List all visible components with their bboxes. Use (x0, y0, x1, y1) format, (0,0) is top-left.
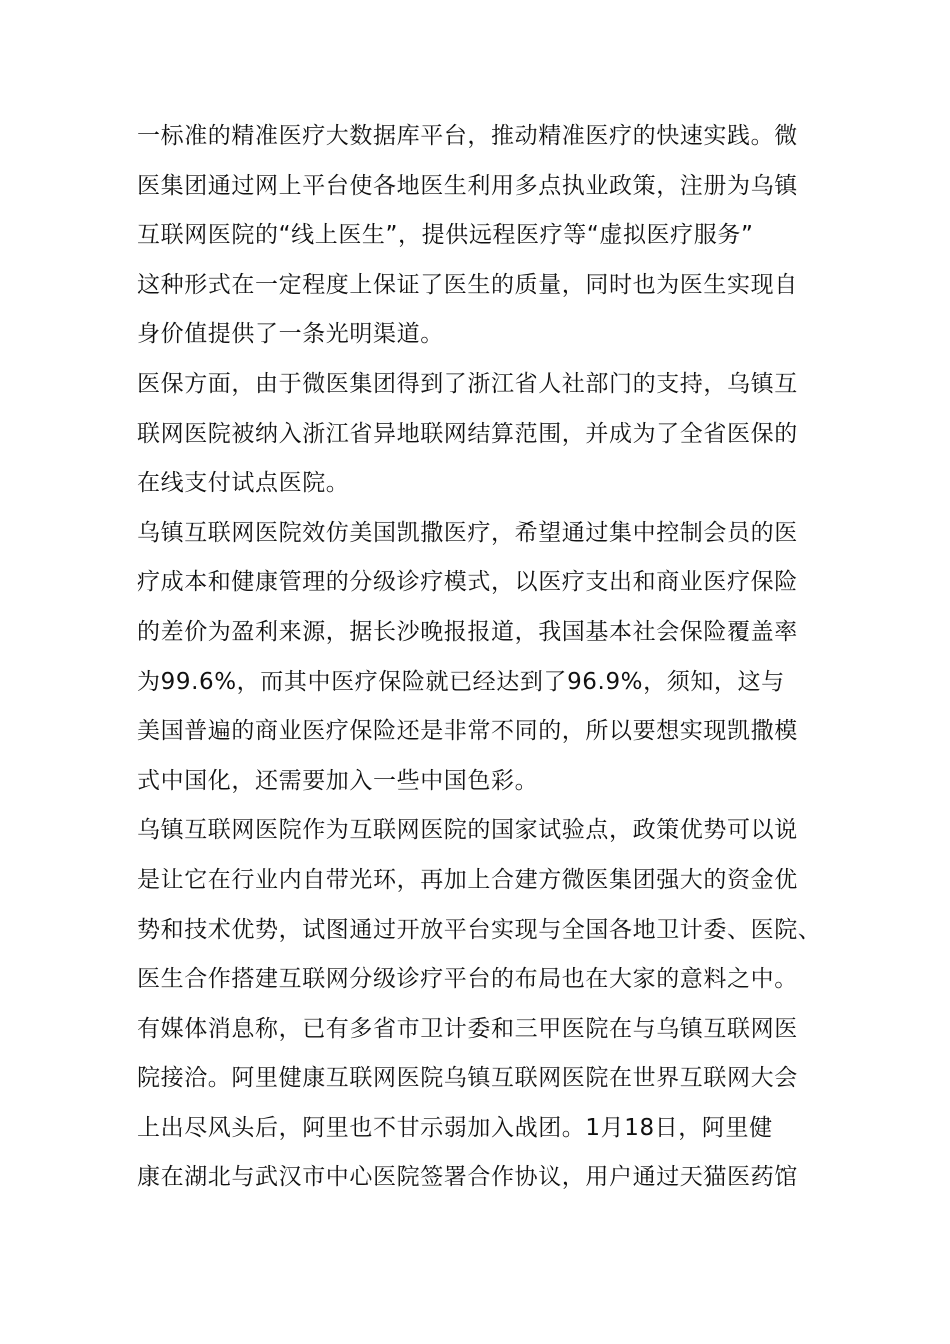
text-line: 是让它在行业内自带光环，再加上合建方微医集团强大的资金优 (137, 866, 798, 893)
text-line: 医集团通过网上平台使各地医生利用多点执业政策，注册为乌镇 (137, 172, 798, 199)
text-line: 医生合作搭建互联网分级诊疗平台的布局也在大家的意料之中。 (137, 966, 798, 993)
text-line: 乌镇互联网医院作为互联网医院的国家试验点，政策优势可以说 (137, 817, 798, 844)
text-line: 乌镇互联网医院效仿美国凯撒医疗，希望通过集中控制会员的医 (137, 519, 798, 546)
text-line: 身价值提供了一条光明渠道。 (137, 321, 444, 348)
text-line: 互联网医院的“线上医生”，提供远程医疗等“虚拟医疗服务” (137, 222, 754, 249)
text-line: 康在湖北与武汉市中心医院签署合作协议，用户通过天猫医药馆 (137, 1164, 798, 1191)
text-line: 的差价为盈利来源，据长沙晚报报道，我国基本社会保险覆盖率 (137, 618, 798, 645)
text-line: 医保方面，由于微医集团得到了浙江省人社部门的支持，乌镇互 (137, 370, 798, 397)
text-line: 有媒体消息称，已有多省市卫计委和三甲医院在与乌镇互联网医 (137, 1015, 798, 1042)
text-line: 上出尽风头后，阿里也不甘示弱加入战团。1月18日，阿里健 (137, 1114, 773, 1141)
text-line: 式中国化，还需要加入一些中国色彩。 (137, 767, 539, 794)
text-line: 这种形式在一定程度上保证了医生的质量，同时也为医生实现自 (137, 271, 798, 298)
text-line: 美国普遍的商业医疗保险还是非常不同的，所以要想实现凯撒模 (137, 718, 798, 745)
text-line: 联网医院被纳入浙江省异地联网结算范围，并成为了全省医保的 (137, 420, 798, 447)
text-line: 疗成本和健康管理的分级诊疗模式，以医疗支出和商业医疗保险 (137, 569, 798, 596)
text-line: 院接洽。阿里健康互联网医院乌镇互联网医院在世界互联网大会 (137, 1065, 798, 1092)
text-line: 为99.6%，而其中医疗保险就已经达到了96.9%，须知，这与 (137, 668, 785, 695)
text-line: 一标准的精准医疗大数据库平台，推动精准医疗的快速实践。微 (137, 123, 798, 149)
text-line: 在线支付试点医院。 (137, 470, 350, 497)
text-line: 势和技术优势，试图通过开放平台实现与全国各地卫计委、医院、 (137, 916, 822, 943)
document-body (137, 112, 822, 1203)
